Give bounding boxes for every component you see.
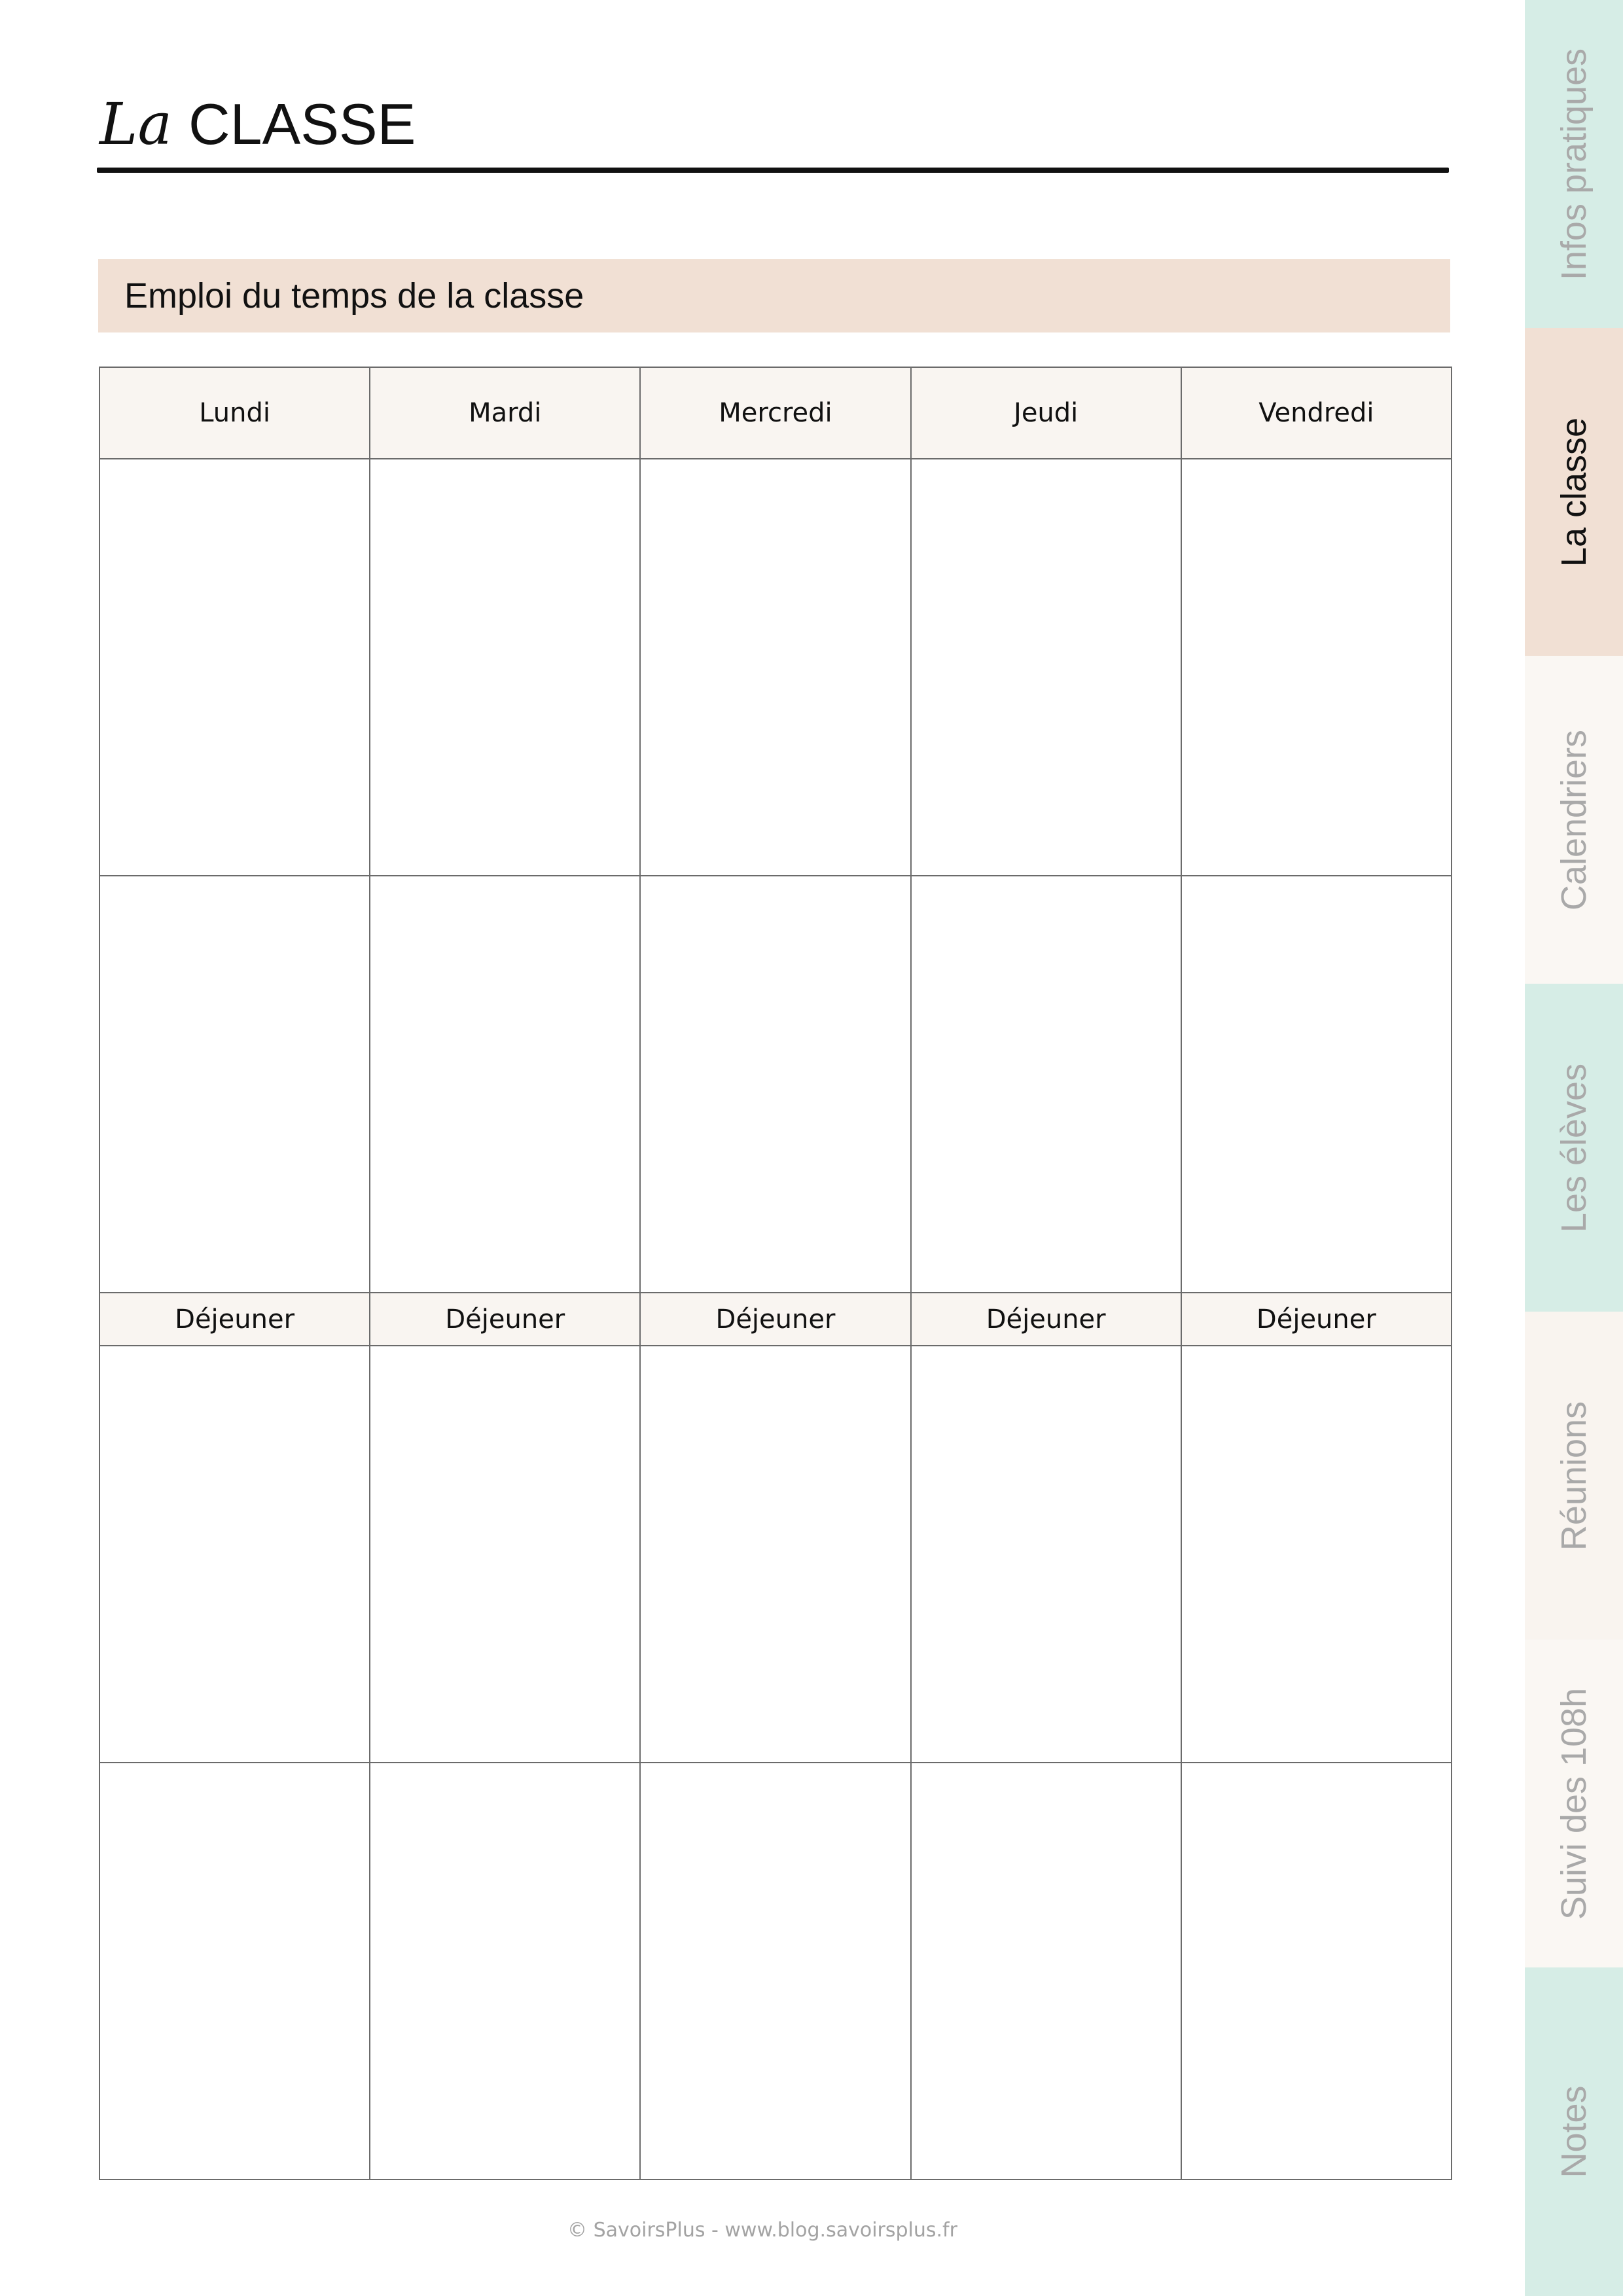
footer-copyright: © SavoirsPlus - www.blog.savoirsplus.fr: [567, 2219, 957, 2242]
tab-les-eleves[interactable]: [1525, 984, 1623, 1312]
title-divider: [97, 168, 1449, 173]
schedule-cell[interactable]: [99, 876, 370, 1293]
schedule-cell[interactable]: [1181, 1763, 1452, 2179]
day-header-jeudi: Jeudi: [911, 367, 1181, 459]
tab-suivi-des-108h[interactable]: [1525, 1640, 1623, 1967]
tab-reunions[interactable]: [1525, 1312, 1623, 1640]
section-tabs: [1525, 0, 1623, 2296]
schedule-cell[interactable]: [99, 459, 370, 876]
schedule-cell[interactable]: [1181, 1346, 1452, 1763]
lunch-row: [99, 1293, 1452, 1346]
tab-label: Réunions: [1554, 1401, 1594, 1551]
tab-label: Les élèves: [1554, 1063, 1594, 1232]
schedule-cell[interactable]: [370, 1763, 640, 2179]
lunch-cell: Déjeuner: [1181, 1293, 1452, 1346]
day-header-vendredi: Vendredi: [1181, 367, 1452, 459]
tab-label: Notes: [1554, 2085, 1594, 2178]
lunch-cell: Déjeuner: [370, 1293, 640, 1346]
schedule-cell[interactable]: [99, 1763, 370, 2179]
schedule-cell[interactable]: [911, 459, 1181, 876]
lunch-cell: Déjeuner: [640, 1293, 910, 1346]
schedule-cell[interactable]: [370, 1346, 640, 1763]
section-title: Emploi du temps de la classe: [124, 276, 584, 315]
schedule-cell[interactable]: [911, 876, 1181, 1293]
tab-la-classe[interactable]: [1525, 328, 1623, 656]
schedule-cell[interactable]: [640, 876, 910, 1293]
day-header-mardi: Mardi: [370, 367, 640, 459]
schedule-cell[interactable]: [1181, 876, 1452, 1293]
tab-calendriers[interactable]: [1525, 656, 1623, 984]
schedule-cell[interactable]: [640, 459, 910, 876]
day-header-mercredi: Mercredi: [640, 367, 910, 459]
afternoon-slot-2-row: [99, 1763, 1452, 2179]
schedule-cell[interactable]: [640, 1763, 910, 2179]
schedule-cell[interactable]: [640, 1346, 910, 1763]
schedule-cell[interactable]: [370, 459, 640, 876]
schedule-cell[interactable]: [370, 876, 640, 1293]
schedule-cell[interactable]: [1181, 459, 1452, 876]
tab-label: La classe: [1554, 417, 1594, 567]
schedule-cell[interactable]: [99, 1346, 370, 1763]
lunch-cell: Déjeuner: [911, 1293, 1181, 1346]
schedule-cell[interactable]: [911, 1763, 1181, 2179]
tab-notes[interactable]: [1525, 1967, 1623, 2296]
timetable: [99, 367, 1452, 2180]
morning-slot-2-row: [99, 876, 1452, 1293]
page-title: [97, 92, 1449, 173]
tab-label: Calendriers: [1554, 729, 1594, 910]
timetable-header-row: [99, 367, 1452, 459]
schedule-cell[interactable]: [911, 1346, 1181, 1763]
morning-slot-1-row: [99, 459, 1452, 876]
page-title-prefix: La: [99, 90, 172, 158]
page-title-main: CLASSE: [188, 92, 416, 156]
tab-label: Infos pratiques: [1554, 48, 1594, 280]
tab-infos-pratiques[interactable]: [1525, 0, 1623, 328]
lunch-cell: Déjeuner: [99, 1293, 370, 1346]
day-header-lundi: Lundi: [99, 367, 370, 459]
afternoon-slot-1-row: [99, 1346, 1452, 1763]
section-header: [98, 259, 1450, 332]
tab-label: Suivi des 108h: [1554, 1687, 1594, 1920]
